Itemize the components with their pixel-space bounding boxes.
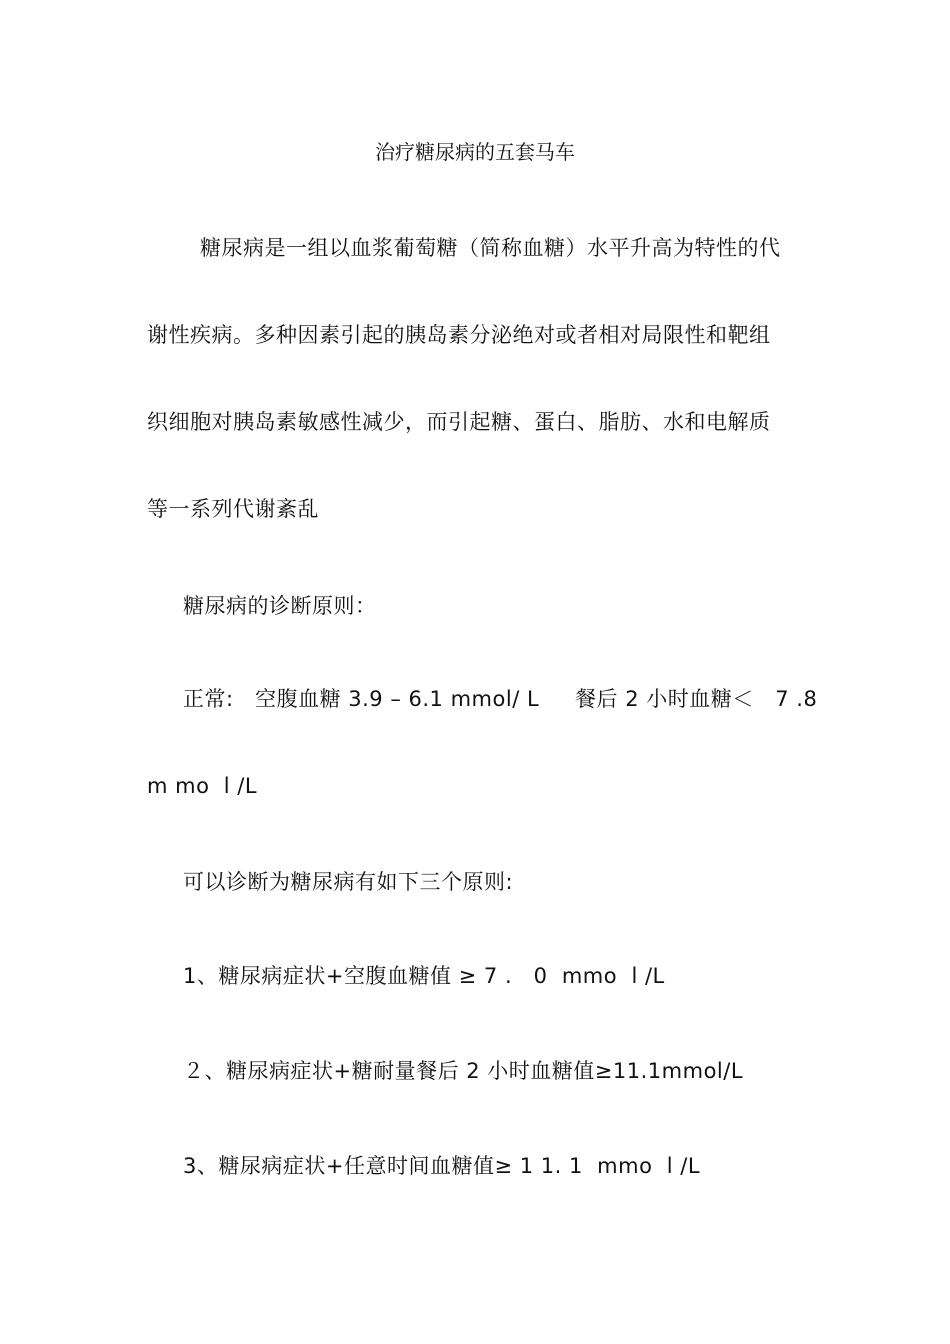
normal-range-line-2: m mo l /L (147, 774, 258, 798)
diagnosis-heading: 糖尿病的诊断原则： (183, 594, 377, 618)
intro-line-4: 等一系列代谢紊乱 (147, 497, 319, 521)
intro-line-3: 织细胞对胰岛素敏感性减少，而引起糖、蛋白、脂肪、水和电解质 (147, 410, 771, 434)
document-title: 治疗糖尿病的五套马车 (375, 140, 575, 164)
normal-range-line-1: 正常: 空腹血糖 3.9 – 6.1 mmol/ L 餐后 2 小时血糖＜ 7 .8 (183, 687, 818, 711)
criterion-2: ２、糖尿病症状+糖耐量餐后 2 小时血糖值≥11.1mmol/L (183, 1059, 744, 1083)
criterion-1: 1、糖尿病症状+空腹血糖值 ≥ 7 . 0 mmo l /L (183, 964, 665, 988)
intro-line-2: 谢性疾病。多种因素引起的胰岛素分泌绝对或者相对局限性和靶组 (147, 323, 771, 347)
criterion-3: 3、糖尿病症状+任意时间血糖值≥ 1 1. 1 mmo l /L (183, 1154, 701, 1178)
criteria-intro: 可以诊断为糖尿病有如下三个原则: (183, 870, 514, 894)
intro-line-1: 糖尿病是一组以血浆葡萄糖（简称血糖）水平升高为特性的代 (200, 236, 781, 260)
